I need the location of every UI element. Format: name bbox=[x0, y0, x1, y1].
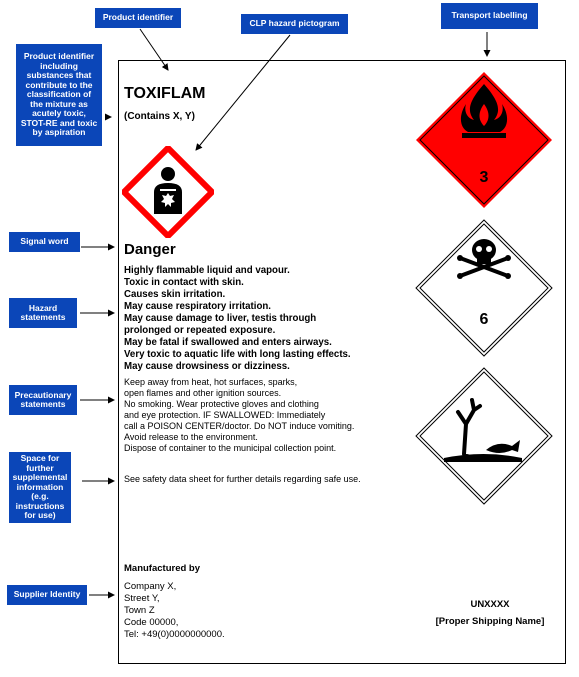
address-line: Street Y, bbox=[124, 593, 160, 604]
callout-substances-line: by aspiration bbox=[32, 127, 86, 138]
address-line: Tel: +49(0)0000000000. bbox=[124, 629, 225, 640]
callout-hazard-line: Hazard bbox=[28, 302, 58, 313]
contains-text: (Contains X, Y) bbox=[124, 111, 195, 122]
precautionary-statement: Keep away from heat, hot surfaces, sparks, bbox=[124, 377, 298, 387]
class-3-number: 3 bbox=[479, 169, 489, 186]
callout-substances-line: Product identifier bbox=[23, 51, 95, 62]
callout-product-identifier-text: Product identifier bbox=[102, 12, 174, 23]
callout-signal-word-text: Signal word bbox=[20, 236, 69, 247]
hazard-statement: May cause respiratory irritation. bbox=[124, 301, 271, 312]
address-line: Company X, bbox=[124, 581, 177, 592]
hazard-statement: May be fatal if swallowed and enters airways. bbox=[124, 337, 332, 348]
hazard-statement: prolonged or repeated exposure. bbox=[124, 325, 276, 336]
supplemental-text: See safety data sheet for further details regarding safe use. bbox=[124, 474, 361, 484]
callout-substances-line: including bbox=[40, 60, 78, 71]
callout-supplemental-line: for use) bbox=[24, 510, 56, 521]
health-hazard-icon bbox=[122, 146, 214, 238]
class-6-number: 6 bbox=[479, 311, 489, 328]
product-name: TOXIFLAM bbox=[124, 85, 206, 102]
hazard-statement: May cause damage to liver, testis through bbox=[124, 313, 317, 324]
precautionary-statement: Dispose of container to the municipal collection point. bbox=[124, 443, 337, 453]
flame-icon bbox=[414, 70, 554, 210]
callout-substances-line: STOT-RE and toxic bbox=[20, 117, 98, 128]
hazard-statement: May cause drowsiness or dizziness. bbox=[124, 361, 290, 372]
callout-substances-line: substances that bbox=[26, 70, 92, 81]
proper-shipping-name: [Proper Shipping Name] bbox=[435, 616, 545, 627]
precautionary-statement: and eye protection. IF SWALLOWED: Immediately bbox=[124, 410, 326, 420]
hazard-statement: Causes skin irritation. bbox=[124, 289, 226, 300]
callout-substances-line: the mixture as bbox=[30, 98, 88, 109]
callout-supplemental-line: Space for bbox=[20, 453, 60, 464]
callout-clp-pictogram-text: CLP hazard pictogram bbox=[249, 18, 340, 29]
precautionary-statement: No smoking. Wear protective gloves and clothing bbox=[124, 399, 319, 409]
address-line: Town Z bbox=[124, 605, 155, 616]
callout-precautionary-line: Precautionary bbox=[14, 389, 72, 400]
dead-tree-fish-icon bbox=[414, 366, 554, 506]
callout-substances-line: classification of bbox=[26, 89, 92, 100]
callout-supplemental-line: further bbox=[26, 462, 54, 473]
callout-transport-text: Transport labelling bbox=[451, 10, 528, 21]
callout-supplemental-line: instructions bbox=[15, 500, 65, 511]
callout-supplemental-line: supplemental bbox=[12, 472, 68, 483]
callout-substances-line: contribute to the bbox=[25, 79, 93, 90]
hazard-statement: Toxic in contact with skin. bbox=[124, 277, 244, 288]
callout-supplemental-line: (e.g. bbox=[31, 491, 49, 502]
hazard-statement: Highly flammable liquid and vapour. bbox=[124, 265, 290, 276]
precautionary-statement: Avoid release to the environment. bbox=[124, 432, 258, 442]
skull-crossbones-icon bbox=[414, 218, 554, 358]
precautionary-statement: call a POISON CENTER/doctor. Do NOT induce vomiting. bbox=[124, 421, 355, 431]
callout-supplier-text: Supplier Identity bbox=[13, 589, 81, 600]
manufactured-by: Manufactured by bbox=[124, 563, 201, 574]
callout-supplemental-line: information bbox=[16, 481, 64, 492]
callout-substances-line: acutely toxic, bbox=[32, 108, 86, 119]
callout-hazard-line: statements bbox=[20, 312, 66, 322]
address-line: Code 00000, bbox=[124, 617, 179, 628]
hazard-statement: Very toxic to aquatic life with long lasting effects. bbox=[124, 349, 351, 360]
callout-precautionary-line: statements bbox=[20, 399, 66, 409]
precautionary-statement: open flames and other ignition sources. bbox=[124, 388, 282, 398]
un-number: UNXXXX bbox=[470, 599, 510, 610]
signal-word: Danger bbox=[124, 241, 176, 258]
